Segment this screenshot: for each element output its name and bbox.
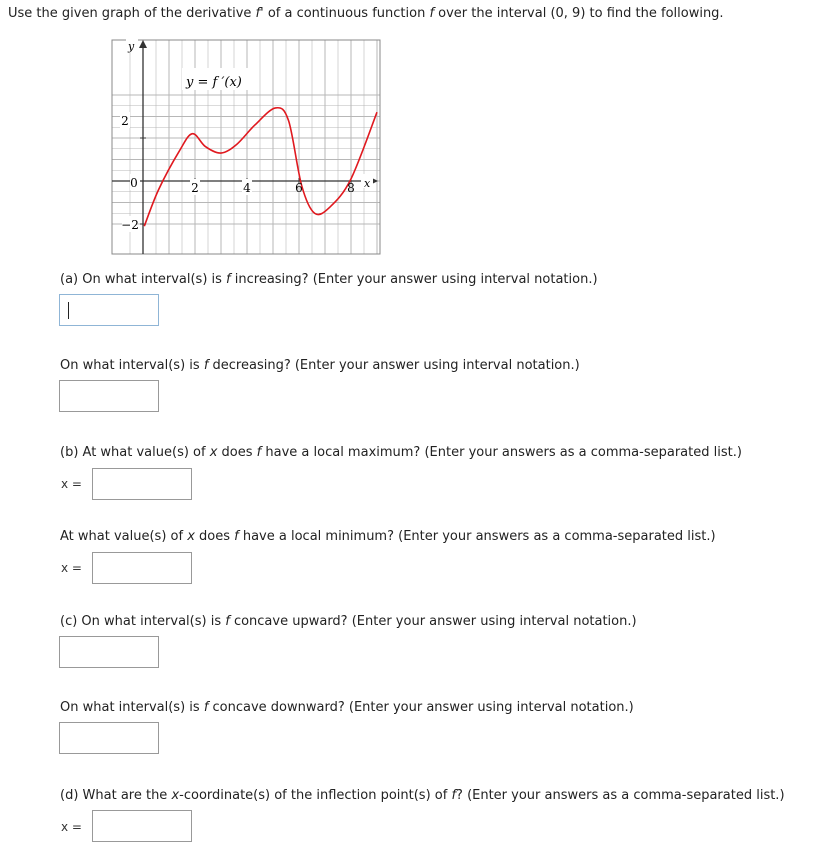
question-c-concave-up: (c) On what interval(s) is f concave upward? (Enter your answer using interval notation.) <box>60 614 637 629</box>
x-tick-8: 8 <box>347 181 355 195</box>
question-b-local-max: (b) At what value(s) of x does f have a local maximum? (Enter your answers as a comma-separated list.) <box>60 445 742 460</box>
y-tick-neg2: −2 <box>121 218 139 232</box>
x-tick-6: 6 <box>295 181 303 195</box>
concave-up-input[interactable] <box>59 636 159 668</box>
question-c-concave-down: On what interval(s) is f concave downward? (Enter your answer using interval notation.) <box>60 700 634 715</box>
local-max-input[interactable] <box>92 468 192 500</box>
x-axis-label: x <box>364 177 371 190</box>
f-symbol: f <box>429 6 435 21</box>
question-a-decreasing: On what interval(s) is f decreasing? (Enter your answer using interval notation.) <box>60 358 580 373</box>
increasing-interval-input[interactable] <box>59 294 159 326</box>
curve-label: y = f ′(x) <box>186 75 242 90</box>
y-axis-label: y <box>128 40 135 53</box>
text-cursor <box>68 302 69 319</box>
derivative-graph <box>108 36 383 258</box>
inflection-input[interactable] <box>92 810 192 842</box>
question-d-inflection: (d) What are the x-coordinate(s) of the inflection point(s) of f? (Enter your answers as a comma-separated list.) <box>60 788 785 803</box>
y-tick-2: 2 <box>121 114 129 128</box>
x-tick-2: 2 <box>191 181 199 195</box>
question-a-increasing: (a) On what interval(s) is f increasing? (Enter your answer using interval notation.) <box>60 272 598 287</box>
intro-text: Use the given graph of the derivative f' of a continuous function f over the interval (0, 9) to find the following. <box>8 6 724 21</box>
inflection-x-label: x = <box>61 820 82 834</box>
question-b-local-min: At what value(s) of x does f have a local minimum? (Enter your answers as a comma-separated list.) <box>60 529 716 544</box>
decreasing-interval-input[interactable] <box>59 380 159 412</box>
local-min-input[interactable] <box>92 552 192 584</box>
x-tick-4: 4 <box>243 181 251 195</box>
fprime-symbol: f' <box>255 6 264 21</box>
y-tick-0: 0 <box>130 176 138 190</box>
local-min-x-label: x = <box>61 561 82 575</box>
concave-down-input[interactable] <box>59 722 159 754</box>
local-max-x-label: x = <box>61 477 82 491</box>
